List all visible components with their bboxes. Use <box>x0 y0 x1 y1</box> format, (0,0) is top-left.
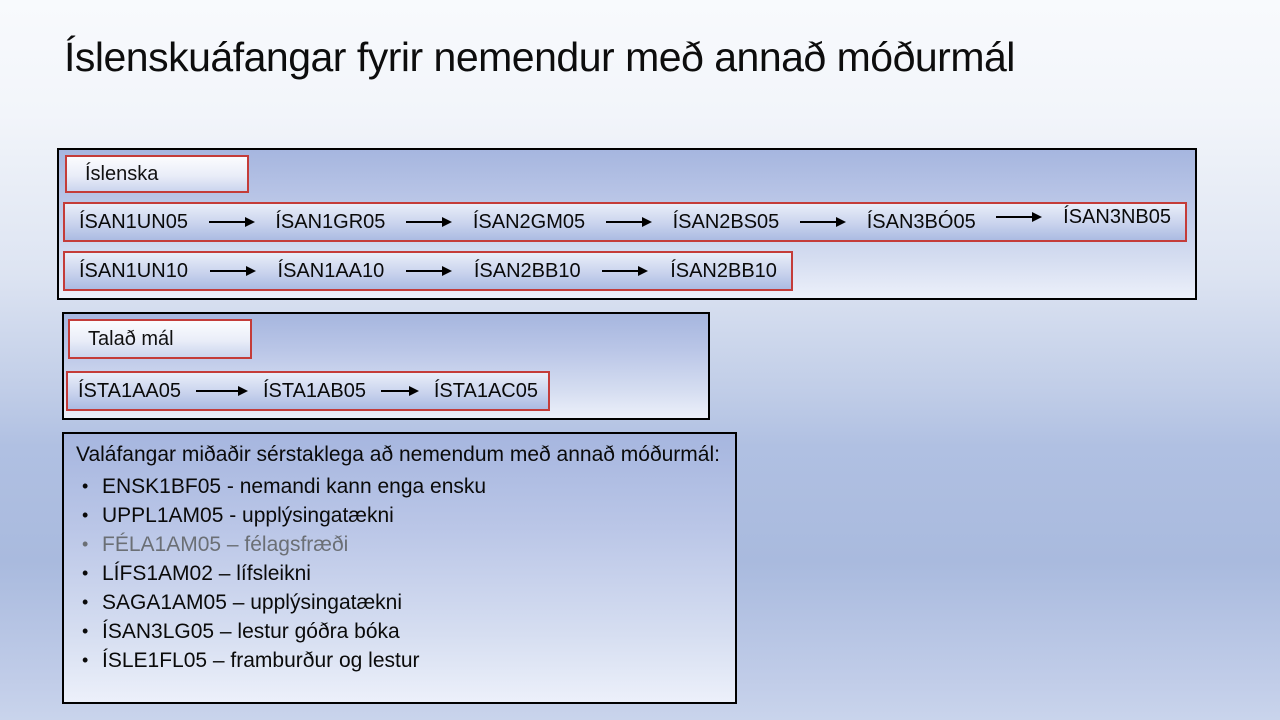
slide-title: Íslenskuáfangar fyrir nemendur með annað móðurmál <box>64 34 1015 80</box>
bullet-item: • LÍFS1AM02 – lífsleikni <box>76 559 723 588</box>
valafangar-box <box>62 432 737 704</box>
arrow-right-icon <box>996 212 1042 222</box>
bullet-item: • ENSK1BF05 - nemandi kann enga ensku <box>76 472 723 501</box>
course-code: ÍSAN1UN05 <box>79 210 188 233</box>
valafangar-intro: Valáfangar miðaðir sérstaklega að nemendum með annað móðurmál: <box>76 443 720 466</box>
course-code: ÍSAN2BS05 <box>672 210 780 233</box>
course-code: ÍSAN1AA10 <box>277 259 385 282</box>
course-code: ÍSTA1AC05 <box>433 379 538 402</box>
talad-mal-box <box>62 312 710 420</box>
valafangar-bullet-list <box>76 472 723 675</box>
course-code: ÍSAN1GR05 <box>275 210 386 233</box>
bullet-item: • UPPL1AM05 - upplýsingatækni <box>76 501 723 530</box>
talad-mal-label: Talað mál <box>68 319 252 359</box>
arrow-right-icon <box>406 266 452 276</box>
arrow-right-icon <box>406 217 452 227</box>
arrow-right-icon <box>196 386 248 396</box>
course-code: ÍSAN2GM05 <box>472 210 586 233</box>
arrow-right-icon <box>800 217 846 227</box>
islenska-label: Íslenska <box>65 155 249 193</box>
course-code: ÍSAN3NB05 <box>1063 205 1171 228</box>
talad-mal-course-row <box>66 371 550 411</box>
islenska-box <box>57 148 1197 300</box>
course-code: ÍSAN2BB10 <box>670 259 777 282</box>
bullet-item: • ÍSAN3LG05 – lestur góðra bóka <box>76 617 723 646</box>
course-code: ÍSTA1AB05 <box>262 379 366 402</box>
course-code: ÍSAN1UN10 <box>79 259 188 282</box>
course-code: ÍSAN3BÓ05 <box>866 210 976 233</box>
bullet-item: • FÉLA1AM05 – félagsfræði <box>76 530 723 559</box>
arrow-right-icon <box>209 217 255 227</box>
course-code: ÍSTA1AA05 <box>78 379 182 402</box>
bullet-item: • ÍSLE1FL05 – framburður og lestur <box>76 646 723 675</box>
arrow-right-icon <box>381 386 419 396</box>
islenska-course-row-1 <box>63 202 1187 242</box>
course-code: ÍSAN2BB10 <box>473 259 581 282</box>
arrow-right-icon <box>606 217 652 227</box>
bullet-item: • SAGA1AM05 – upplýsingatækni <box>76 588 723 617</box>
arrow-right-icon <box>210 266 256 276</box>
islenska-course-row-2 <box>63 251 793 291</box>
arrow-right-icon <box>602 266 648 276</box>
